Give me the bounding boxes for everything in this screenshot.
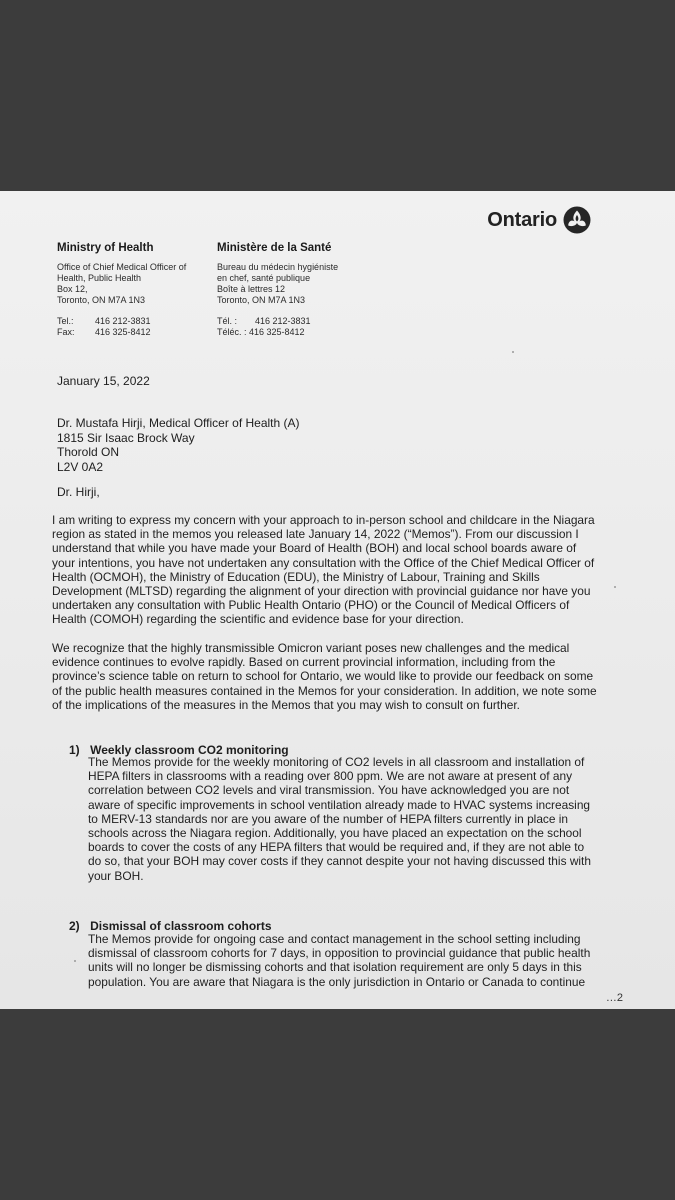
text-line: HEPA filters in classrooms with a reading over 800 ppm. We are not aware at present of any: [88, 769, 573, 784]
text-line: undertaken any consultation with Public Health Ontario (PHO) or the Council of Medical Officers of: [52, 598, 570, 613]
letter-page: [0, 191, 675, 1009]
logo-wordmark: Ontario: [487, 208, 557, 231]
recipient-line: Dr. Mustafa Hirji, Medical Officer of Health (A): [57, 416, 300, 430]
address-line: Toronto, ON M7A 1N3: [217, 295, 306, 305]
address-line: Boîte à lettres 12: [217, 284, 286, 294]
text-line: boards to cover the costs of any HEPA filters that would be required and, if they are not able to: [88, 840, 585, 855]
tel-number: 416 212-3831: [95, 316, 151, 326]
text-line: We recognize that the highly transmissible Omicron variant poses new challenges and the medical: [52, 641, 570, 655]
text-line: population. You are aware that Niagara is the only jurisdiction in Ontario or Canada to continue: [88, 974, 586, 989]
text-line: schools across the Niagara region. Additionally, you have placed an expectation on the school: [88, 826, 582, 841]
text-line: The Memos provide for the weekly monitoring of CO2 levels in all classroom and installation of: [88, 755, 585, 769]
header-english: [57, 242, 186, 338]
text-line: evidence continues to evolve rapidly. Based on current provincial information, including from the: [52, 655, 556, 670]
text-line: province’s science table on return to school for Ontario, we would like to provide our feedback on some: [52, 669, 594, 684]
scan-speck: [512, 351, 514, 353]
address-line: Office of Chief Medical Officer of: [57, 262, 187, 272]
recipient-line: L2V 0A2: [57, 459, 104, 474]
paragraph-1: [52, 513, 622, 627]
salutation: Dr. Hirji,: [57, 485, 100, 499]
text-line: your BOH.: [88, 868, 144, 883]
tel-label: Tél. :: [217, 316, 238, 326]
address-line: Box 12,: [57, 284, 88, 294]
recipient-line: 1815 Sir Isaac Brock Way: [57, 430, 195, 445]
text-line: Health (COMOH) regarding the scientific and evidence base for your direction.: [52, 612, 464, 627]
address-line: en chef, santé publique: [217, 273, 311, 283]
address-line: Bureau du médecin hygiéniste: [217, 262, 339, 272]
fax-label: Fax:: [57, 327, 75, 337]
scan-speck: [614, 586, 616, 588]
text-line: aware of specific improvements in school ventilation already made to HVAC systems increasing: [88, 797, 591, 812]
paragraph-2: [52, 641, 622, 712]
contact-block-fr: [217, 316, 338, 338]
item-number: 1): [69, 743, 80, 757]
item-2-body: [88, 932, 628, 989]
recipient-address: [57, 416, 300, 474]
contact-block-en: [57, 316, 186, 338]
letter-date: January 15, 2022: [57, 374, 150, 388]
text-line: correlation between CO2 levels and viral transmission. You have acknowledged you are not: [88, 783, 570, 798]
text-line: The Memos provide for ongoing case and contact management in the school setting including: [88, 932, 581, 946]
address-line: Health, Public Health: [57, 273, 142, 283]
fax-label: Téléc. :: [217, 327, 247, 337]
text-line: Health (OCMOH), the Ministry of Education (EDU), the Ministry of Labour, Training and Skills: [52, 569, 540, 584]
text-line: dismissal of classroom cohorts for 7 days, in opposition to provincial guidance that public health: [88, 946, 591, 961]
ministry-name-fr: Ministère de la Santé: [217, 242, 332, 254]
text-line: understand that while you have made your Board of Health (BOH) and local school boards aware of: [52, 541, 577, 556]
text-line: to MERV-13 standards nor are you aware of the number of HEPA filters currently in place in: [88, 811, 569, 826]
item-title: Dismissal of classroom cohorts: [90, 919, 272, 933]
tel-label: Tel.:: [57, 316, 74, 326]
tel-number: 416 212-3831: [255, 316, 311, 326]
trillium-icon: [563, 206, 591, 234]
fax-number: 416 325-8412: [95, 327, 151, 337]
text-line: do so, that your BOH may cover costs if they cannot despite your not having discussed this with: [88, 854, 591, 869]
text-line: region as stated in the memos you released late January 14, 2022 (“Memos”). From our discussion I: [52, 527, 579, 542]
address-line: Toronto, ON M7A 1N3: [57, 295, 146, 305]
header-french: [217, 242, 338, 338]
text-line: your intentions, you have not undertaken any consultation with the Office of the Chief Medical Officer of: [52, 555, 595, 570]
text-line: Development (MLTSD) regarding the alignment of your direction with provincial guidance nor have you: [52, 584, 591, 599]
scan-speck: [74, 960, 76, 962]
page-continuation: …2: [605, 992, 623, 1004]
ministry-name-en: Ministry of Health: [57, 242, 154, 254]
recipient-line: Thorold ON: [57, 445, 120, 459]
item-title: Weekly classroom CO2 monitoring: [90, 743, 289, 757]
text-line: of the public health measures contained in the Memos for your consideration. In addition, we note some: [52, 683, 597, 698]
text-line: of the implications of the measures in the Memos that you may wish to consult on further.: [52, 697, 520, 712]
ontario-logo: [487, 206, 591, 234]
item-number: 2): [69, 919, 80, 933]
item-1-body: [88, 755, 628, 883]
text-line: I am writing to express my concern with your approach to in-person school and childcare in the Niagara: [52, 513, 595, 527]
fax-number: 416 325-8412: [249, 327, 305, 337]
text-line: units will no longer be dismissing cohorts and that isolation requirement are only 5 days in this: [88, 960, 582, 975]
